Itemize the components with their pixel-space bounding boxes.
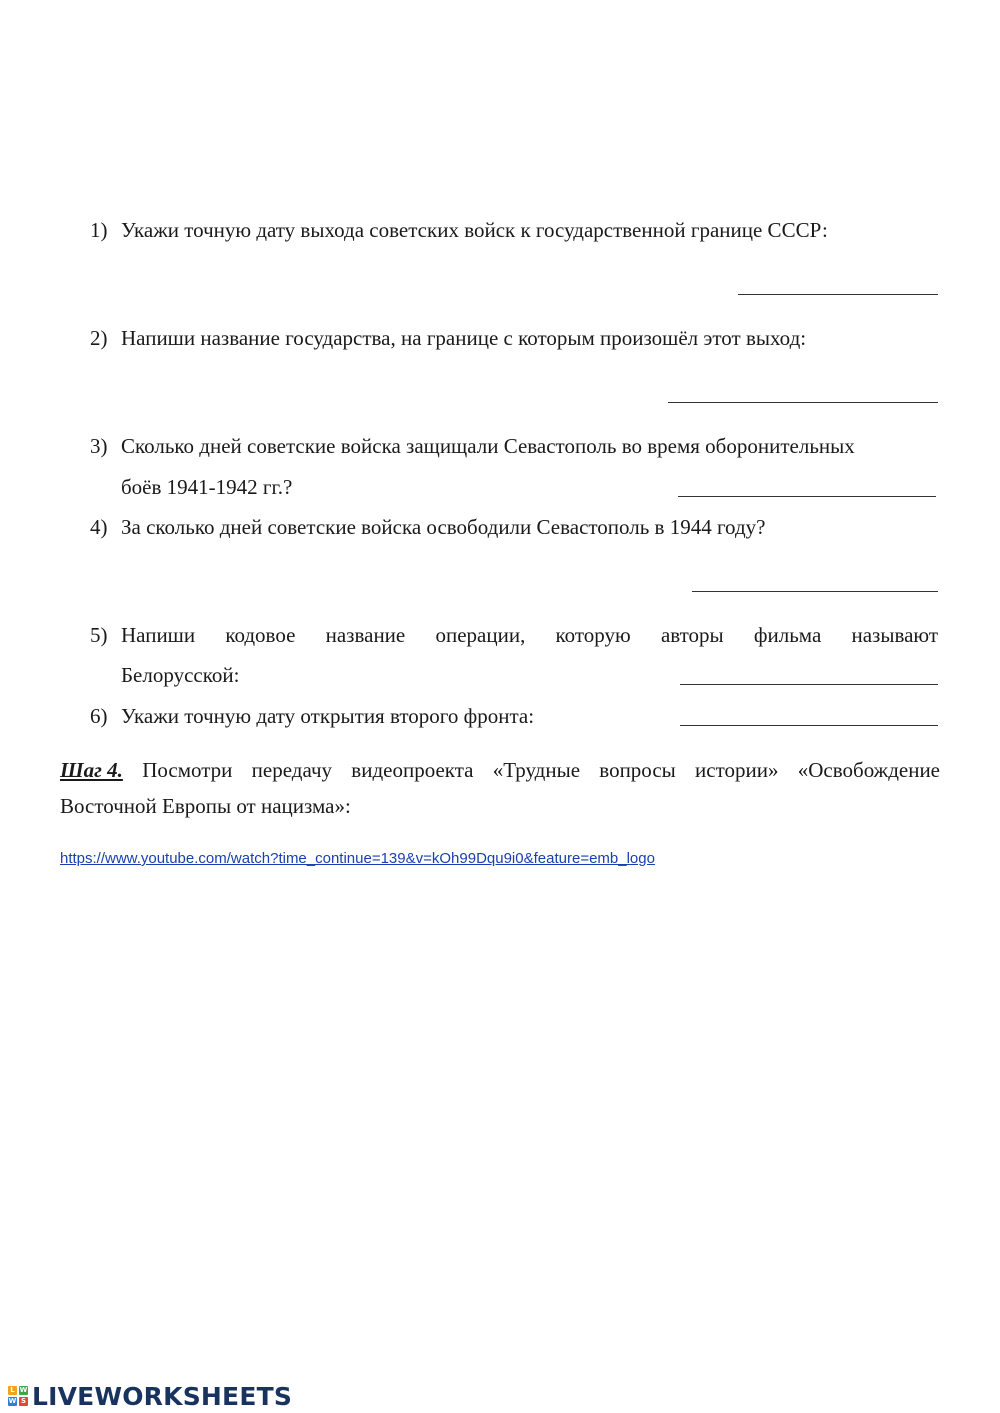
step-4-line2: Восточной Европы от нацизма»: bbox=[60, 794, 351, 818]
question-4-text: За сколько дней советские войска освободили Севастополь в 1944 году? bbox=[121, 515, 766, 539]
question-5-word: Напиши bbox=[121, 623, 196, 647]
answer-2-blank[interactable] bbox=[668, 380, 938, 403]
step-4-word: передачу bbox=[251, 758, 333, 782]
question-5-number: 5) bbox=[90, 623, 108, 647]
question-5-word: называют bbox=[851, 623, 938, 647]
answer-3-blank[interactable] bbox=[678, 474, 936, 497]
question-3-number: 3) bbox=[90, 434, 108, 458]
step-4-paragraph bbox=[60, 752, 940, 824]
question-2-text: Напиши название государства, на границе с которым произошёл этот выход: bbox=[121, 326, 807, 350]
step-4-word: Посмотри bbox=[142, 758, 233, 782]
question-5-text-line1 bbox=[121, 622, 938, 648]
step-4-label: Шаг 4. bbox=[60, 758, 123, 782]
question-4-number: 4) bbox=[90, 515, 108, 539]
question-5-word: фильма bbox=[753, 623, 822, 647]
step-4-word: видеопроекта bbox=[351, 758, 474, 782]
question-5-word: операции, bbox=[435, 623, 526, 647]
question-1-number: 1) bbox=[90, 218, 108, 242]
question-6-number: 6) bbox=[90, 704, 108, 728]
step-4-word: вопросы bbox=[599, 758, 676, 782]
question-2-number: 2) bbox=[90, 326, 108, 350]
question-5-word: кодовое bbox=[225, 623, 296, 647]
question-3-text-line2: боёв 1941-1942 гг.? bbox=[121, 475, 293, 499]
answer-1-blank[interactable] bbox=[738, 272, 938, 295]
answer-4-blank[interactable] bbox=[692, 569, 938, 592]
video-link[interactable]: https://www.youtube.com/watch?time_continue=139&v=kOh99Dqu9i0&feature=emb_logo bbox=[60, 850, 655, 867]
step-4-word: истории» bbox=[695, 758, 779, 782]
question-5-word: название bbox=[325, 623, 406, 647]
question-5-text-line2: Белорусской: bbox=[121, 663, 240, 687]
brand-name: LIVEWORKSHEETS bbox=[32, 1381, 293, 1411]
question-1-text: Укажи точную дату выхода советских войск к государственной границе СССР: bbox=[121, 218, 828, 242]
step-4-line1 bbox=[60, 752, 940, 788]
question-6-text: Укажи точную дату открытия второго фронта: bbox=[121, 704, 535, 728]
step-4-word: «Трудные bbox=[492, 758, 581, 782]
answer-5-blank[interactable] bbox=[680, 662, 938, 685]
question-5-word: авторы bbox=[660, 623, 724, 647]
logo-cell: S bbox=[20, 1397, 27, 1405]
logo-cell: W bbox=[19, 1386, 28, 1394]
logo-cell: L bbox=[8, 1386, 17, 1395]
logo-cell: W bbox=[8, 1397, 17, 1405]
liveworksheets-logo[interactable] bbox=[8, 1381, 292, 1411]
step-4-word: «Освобождение bbox=[797, 758, 940, 782]
question-3-text-line1: Сколько дней советские войска защищали Севастополь во время оборонительных bbox=[121, 434, 855, 458]
question-5-word: которую bbox=[555, 623, 631, 647]
logo-grid-icon bbox=[8, 1386, 28, 1406]
answer-6-blank[interactable] bbox=[680, 703, 938, 726]
